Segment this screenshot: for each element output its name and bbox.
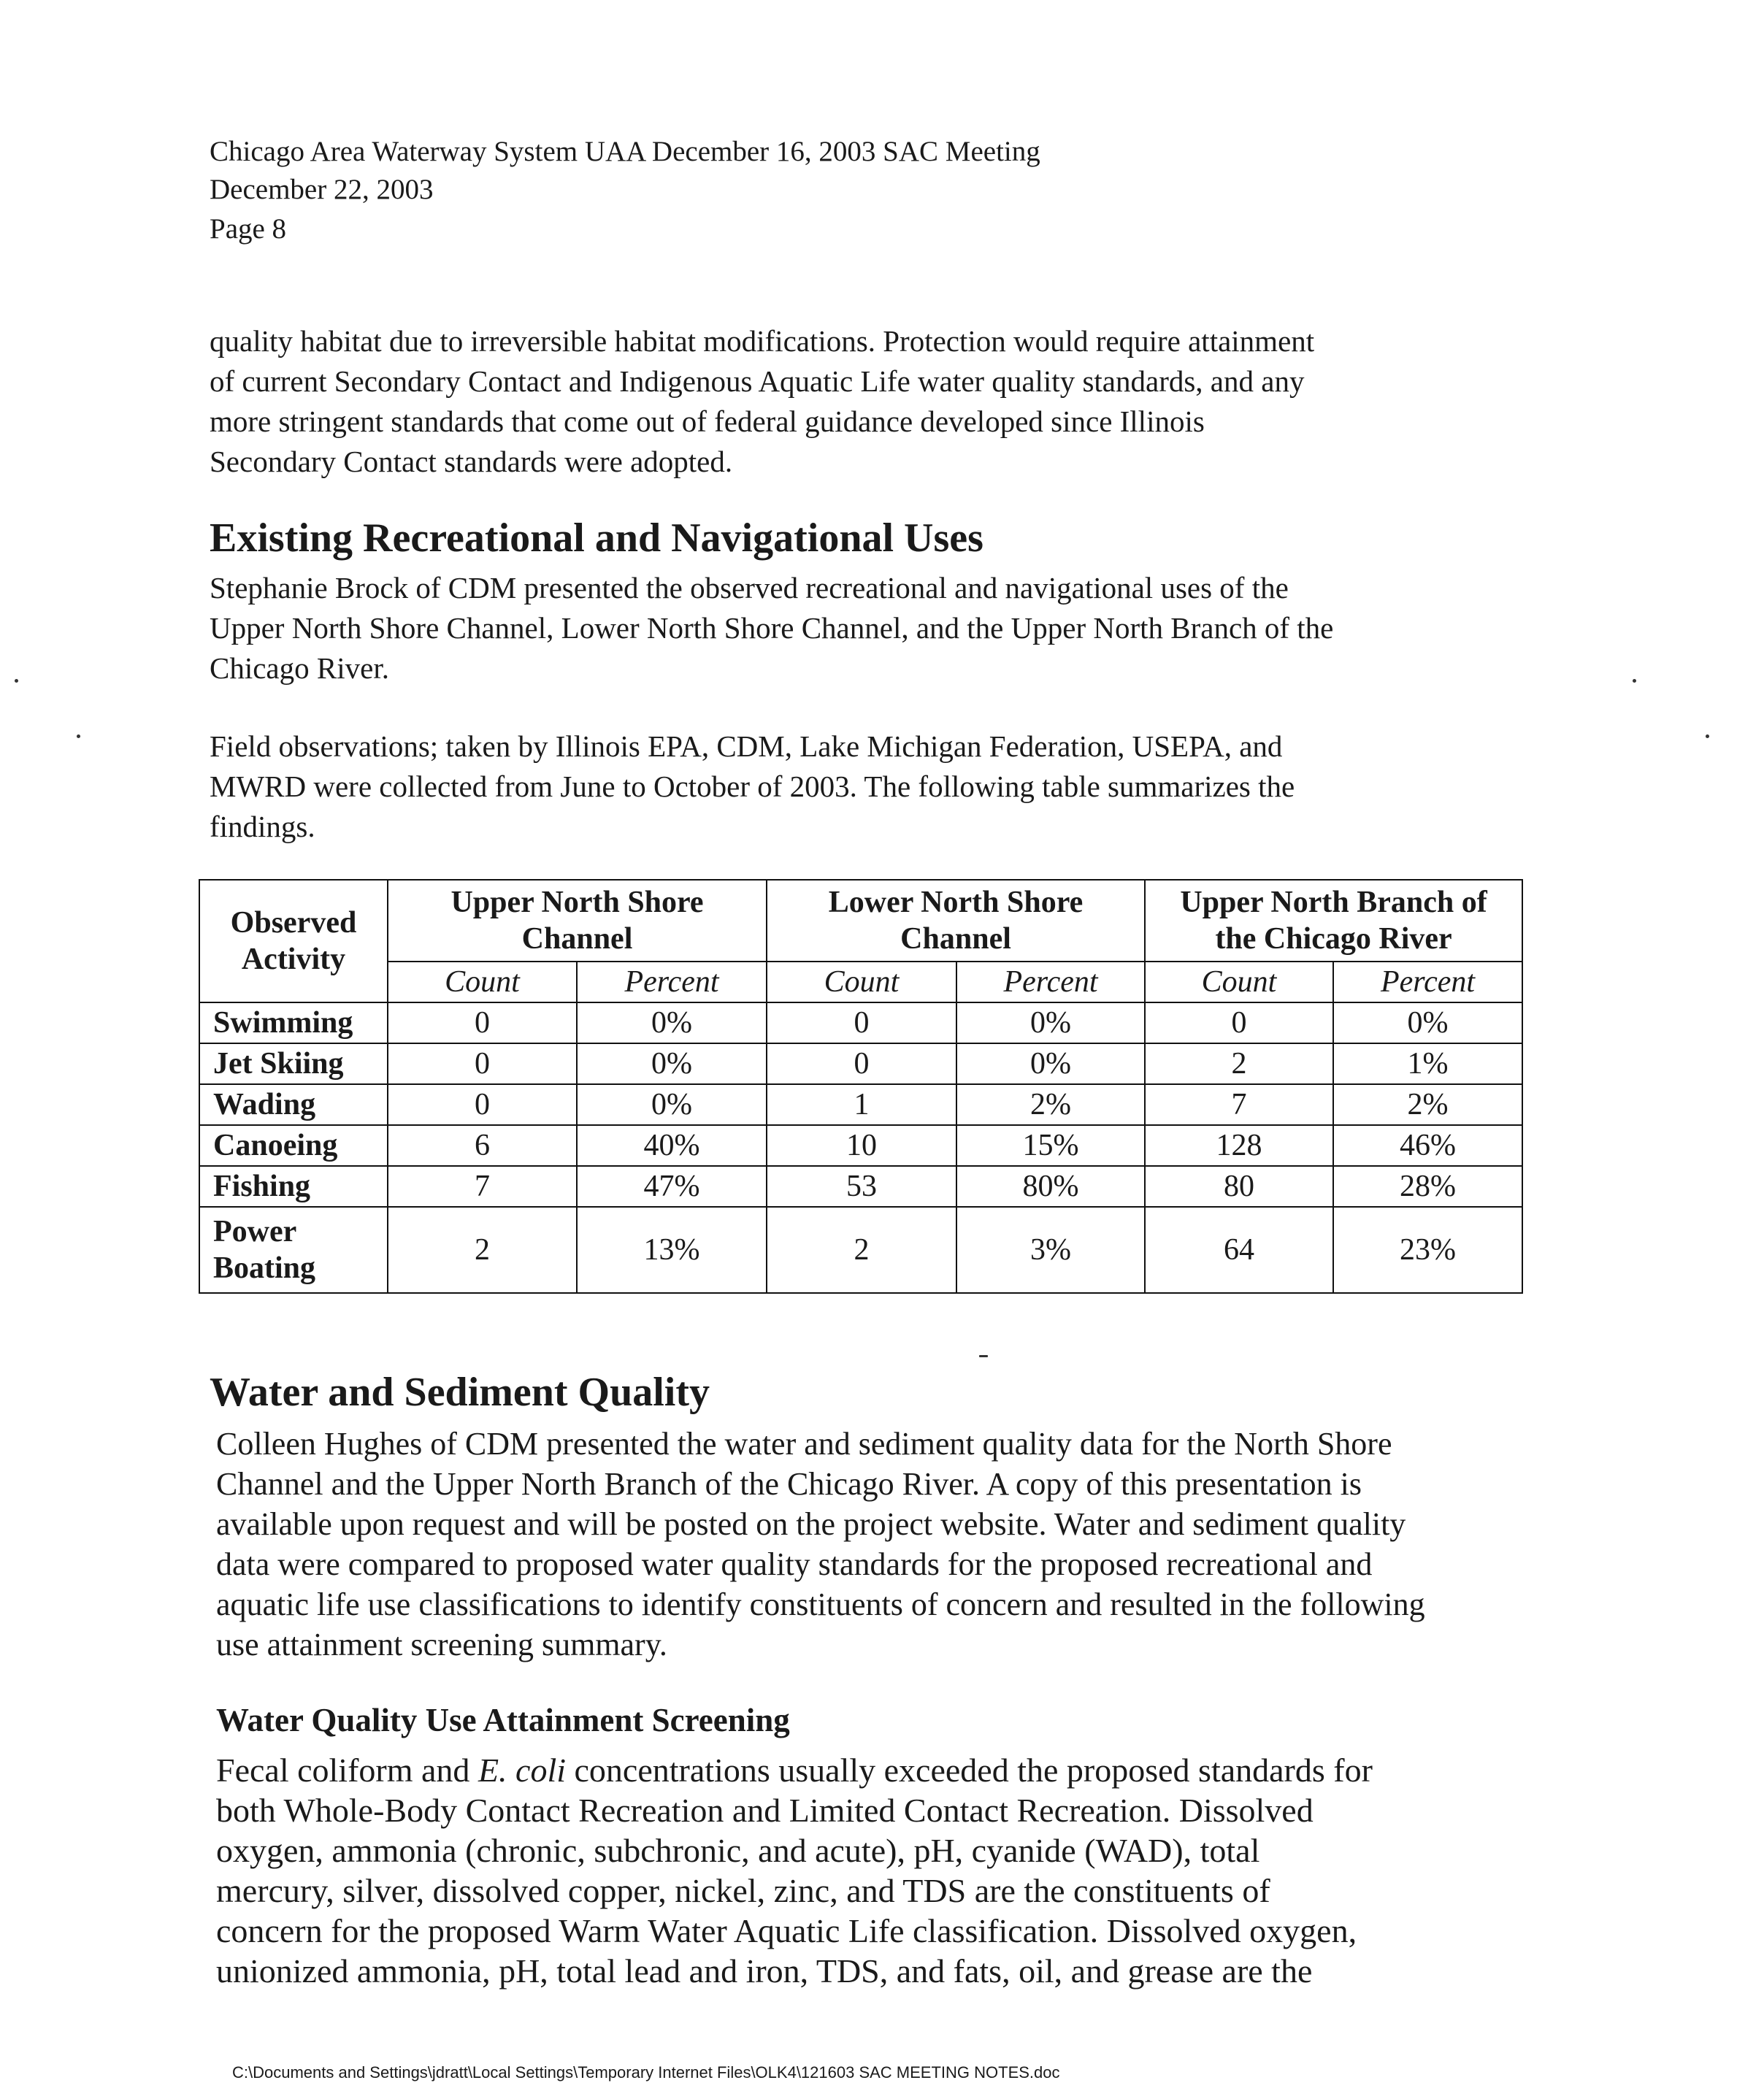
text-line: Colleen Hughes of CDM presented the water and sediment quality data for the North Shore [216,1426,1392,1462]
table-row [199,1084,1522,1125]
text-line: of current Secondary Contact and Indigenous Aquatic Life water quality standards, and any [210,364,1305,398]
count-cell: 7 [388,1166,577,1207]
percent-cell: 0% [1333,1002,1522,1043]
activity-cell: Fishing [199,1166,388,1207]
count-header: Count [1145,962,1333,1002]
paragraph-water-sediment [216,1424,1530,1665]
text-line: data were compared to proposed water quality standards for the proposed recreational and [216,1546,1373,1582]
count-header: Count [388,962,577,1002]
percent-cell: 46% [1333,1125,1522,1166]
percent-cell: 1% [1333,1043,1522,1084]
group-header-upper-north-shore [388,880,767,962]
count-cell: 10 [767,1125,956,1166]
table-row [199,1002,1522,1043]
activity-cell: Wading [199,1084,388,1125]
count-cell: 80 [1145,1166,1333,1207]
text-line: Field observations; taken by Illinois EPA, CDM, Lake Michigan Federation, USEPA, and [210,729,1283,763]
text-line: mercury, silver, dissolved copper, nickel, zinc, and TDS are the constituents of [216,1872,1270,1909]
header-line: Channel [900,922,1011,956]
scan-speck [979,1355,988,1357]
scan-speck [77,734,80,738]
count-cell: 0 [1145,1002,1333,1043]
activity-cell: Swimming [199,1002,388,1043]
activity-cell: Canoeing [199,1125,388,1166]
percent-cell: 3% [956,1207,1145,1293]
text-line: both Whole-Body Contact Recreation and Limited Contact Recreation. Dissolved [216,1792,1314,1829]
text-line: aquatic life use classifications to identify constituents of concern and resulted in the following [216,1587,1425,1622]
paragraph-field-observations [210,726,1524,847]
text-line [216,1750,1538,1790]
percent-cell: 0% [577,1043,767,1084]
table-row [199,1166,1522,1207]
percent-header: Percent [577,962,767,1002]
count-cell: 2 [388,1207,577,1293]
section-heading-recreational-uses: Existing Recreational and Navigational Uses [210,515,983,561]
activity-line: Boating [213,1251,316,1285]
text-line: use attainment screening summary. [216,1627,667,1662]
percent-cell: 23% [1333,1207,1522,1293]
text-line: quality habitat due to irreversible habitat modifications. Protection would require attainment [210,324,1315,358]
count-cell: 7 [1145,1084,1333,1125]
scan-speck [1706,734,1709,738]
text-line: more stringent standards that come out of federal guidance developed since Illinois [210,404,1205,438]
paragraph-use-attainment [216,1750,1538,1991]
text-run: concentrations usually exceeded the proposed standards for [566,1752,1373,1789]
table-row [199,1043,1522,1084]
count-cell: 0 [767,1043,956,1084]
header-line: Activity [241,943,346,976]
header-line: Channel [521,922,633,956]
percent-cell: 80% [956,1166,1145,1207]
text-line: findings. [210,810,315,843]
doc-header-page: Page 8 [210,213,287,245]
text-line: oxygen, ammonia (chronic, subchronic, and acute), pH, cyanide (WAD), total [216,1832,1260,1869]
percent-cell: 0% [956,1043,1145,1084]
subsection-heading-use-attainment: Water Quality Use Attainment Screening [216,1702,790,1738]
scan-speck [1633,679,1636,683]
count-cell: 0 [767,1002,956,1043]
count-header: Count [767,962,956,1002]
percent-cell: 0% [956,1002,1145,1043]
text-line: Channel and the Upper North Branch of the Chicago River. A copy of this presentation is [216,1466,1362,1502]
species-name: E. coli [478,1752,567,1789]
percent-cell: 40% [577,1125,767,1166]
doc-header-date: December 22, 2003 [210,174,434,205]
count-cell: 53 [767,1166,956,1207]
intro-paragraph [210,321,1524,482]
observed-activity-header [199,880,388,1002]
header-line: Upper North Shore [450,886,704,919]
count-cell: 128 [1145,1125,1333,1166]
percent-cell: 2% [956,1084,1145,1125]
percent-cell: 0% [577,1084,767,1125]
group-header-upper-north-branch [1145,880,1522,962]
paragraph-observed-uses [210,568,1524,688]
text-line: concern for the proposed Warm Water Aquatic Life classification. Dissolved oxygen, [216,1912,1357,1949]
header-line: the Chicago River [1215,922,1452,956]
count-cell: 0 [388,1043,577,1084]
percent-cell: 15% [956,1125,1145,1166]
percent-cell: 28% [1333,1166,1522,1207]
section-heading-water-sediment-quality: Water and Sediment Quality [210,1370,710,1415]
footer-file-path: C:\Documents and Settings\jdratt\Local Settings\Temporary Internet Files\OLK4\121603 SAC MEETING NOTES.doc [232,2063,1060,2082]
count-cell: 2 [767,1207,956,1293]
count-cell: 0 [388,1084,577,1125]
count-cell: 0 [388,1002,577,1043]
text-line: available upon request and will be posted on the project website. Water and sediment quality [216,1506,1406,1542]
percent-cell: 2% [1333,1084,1522,1125]
text-line: Secondary Contact standards were adopted. [210,445,733,478]
table-row [199,1207,1522,1293]
header-line: Lower North Shore [828,886,1084,919]
percent-cell: 13% [577,1207,767,1293]
observed-activity-table [199,879,1523,1294]
doc-header-title: Chicago Area Waterway System UAA December 16, 2003 SAC Meeting [210,136,1040,167]
count-cell: 6 [388,1125,577,1166]
header-line: Observed [230,906,357,940]
text-line: unionized ammonia, pH, total lead and iron, TDS, and fats, oil, and grease are the [216,1952,1313,1990]
text-line: Stephanie Brock of CDM presented the observed recreational and navigational uses of the [210,571,1289,605]
count-cell: 2 [1145,1043,1333,1084]
text-line: Upper North Shore Channel, Lower North Shore Channel, and the Upper North Branch of the [210,611,1334,645]
activity-line: Power [213,1215,297,1248]
header-line: Upper North Branch of [1180,886,1487,919]
percent-cell: 47% [577,1166,767,1207]
count-cell: 64 [1145,1207,1333,1293]
activity-cell [199,1207,388,1293]
text-line: Chicago River. [210,651,389,685]
table-row [199,1125,1522,1166]
text-run: Fecal coliform and [216,1752,478,1789]
percent-header: Percent [1333,962,1522,1002]
text-line: MWRD were collected from June to October of 2003. The following table summarizes the [210,770,1295,803]
count-cell: 1 [767,1084,956,1125]
scan-speck [15,679,18,683]
group-header-lower-north-shore [767,880,1145,962]
activity-cell: Jet Skiing [199,1043,388,1084]
percent-cell: 0% [577,1002,767,1043]
percent-header: Percent [956,962,1145,1002]
